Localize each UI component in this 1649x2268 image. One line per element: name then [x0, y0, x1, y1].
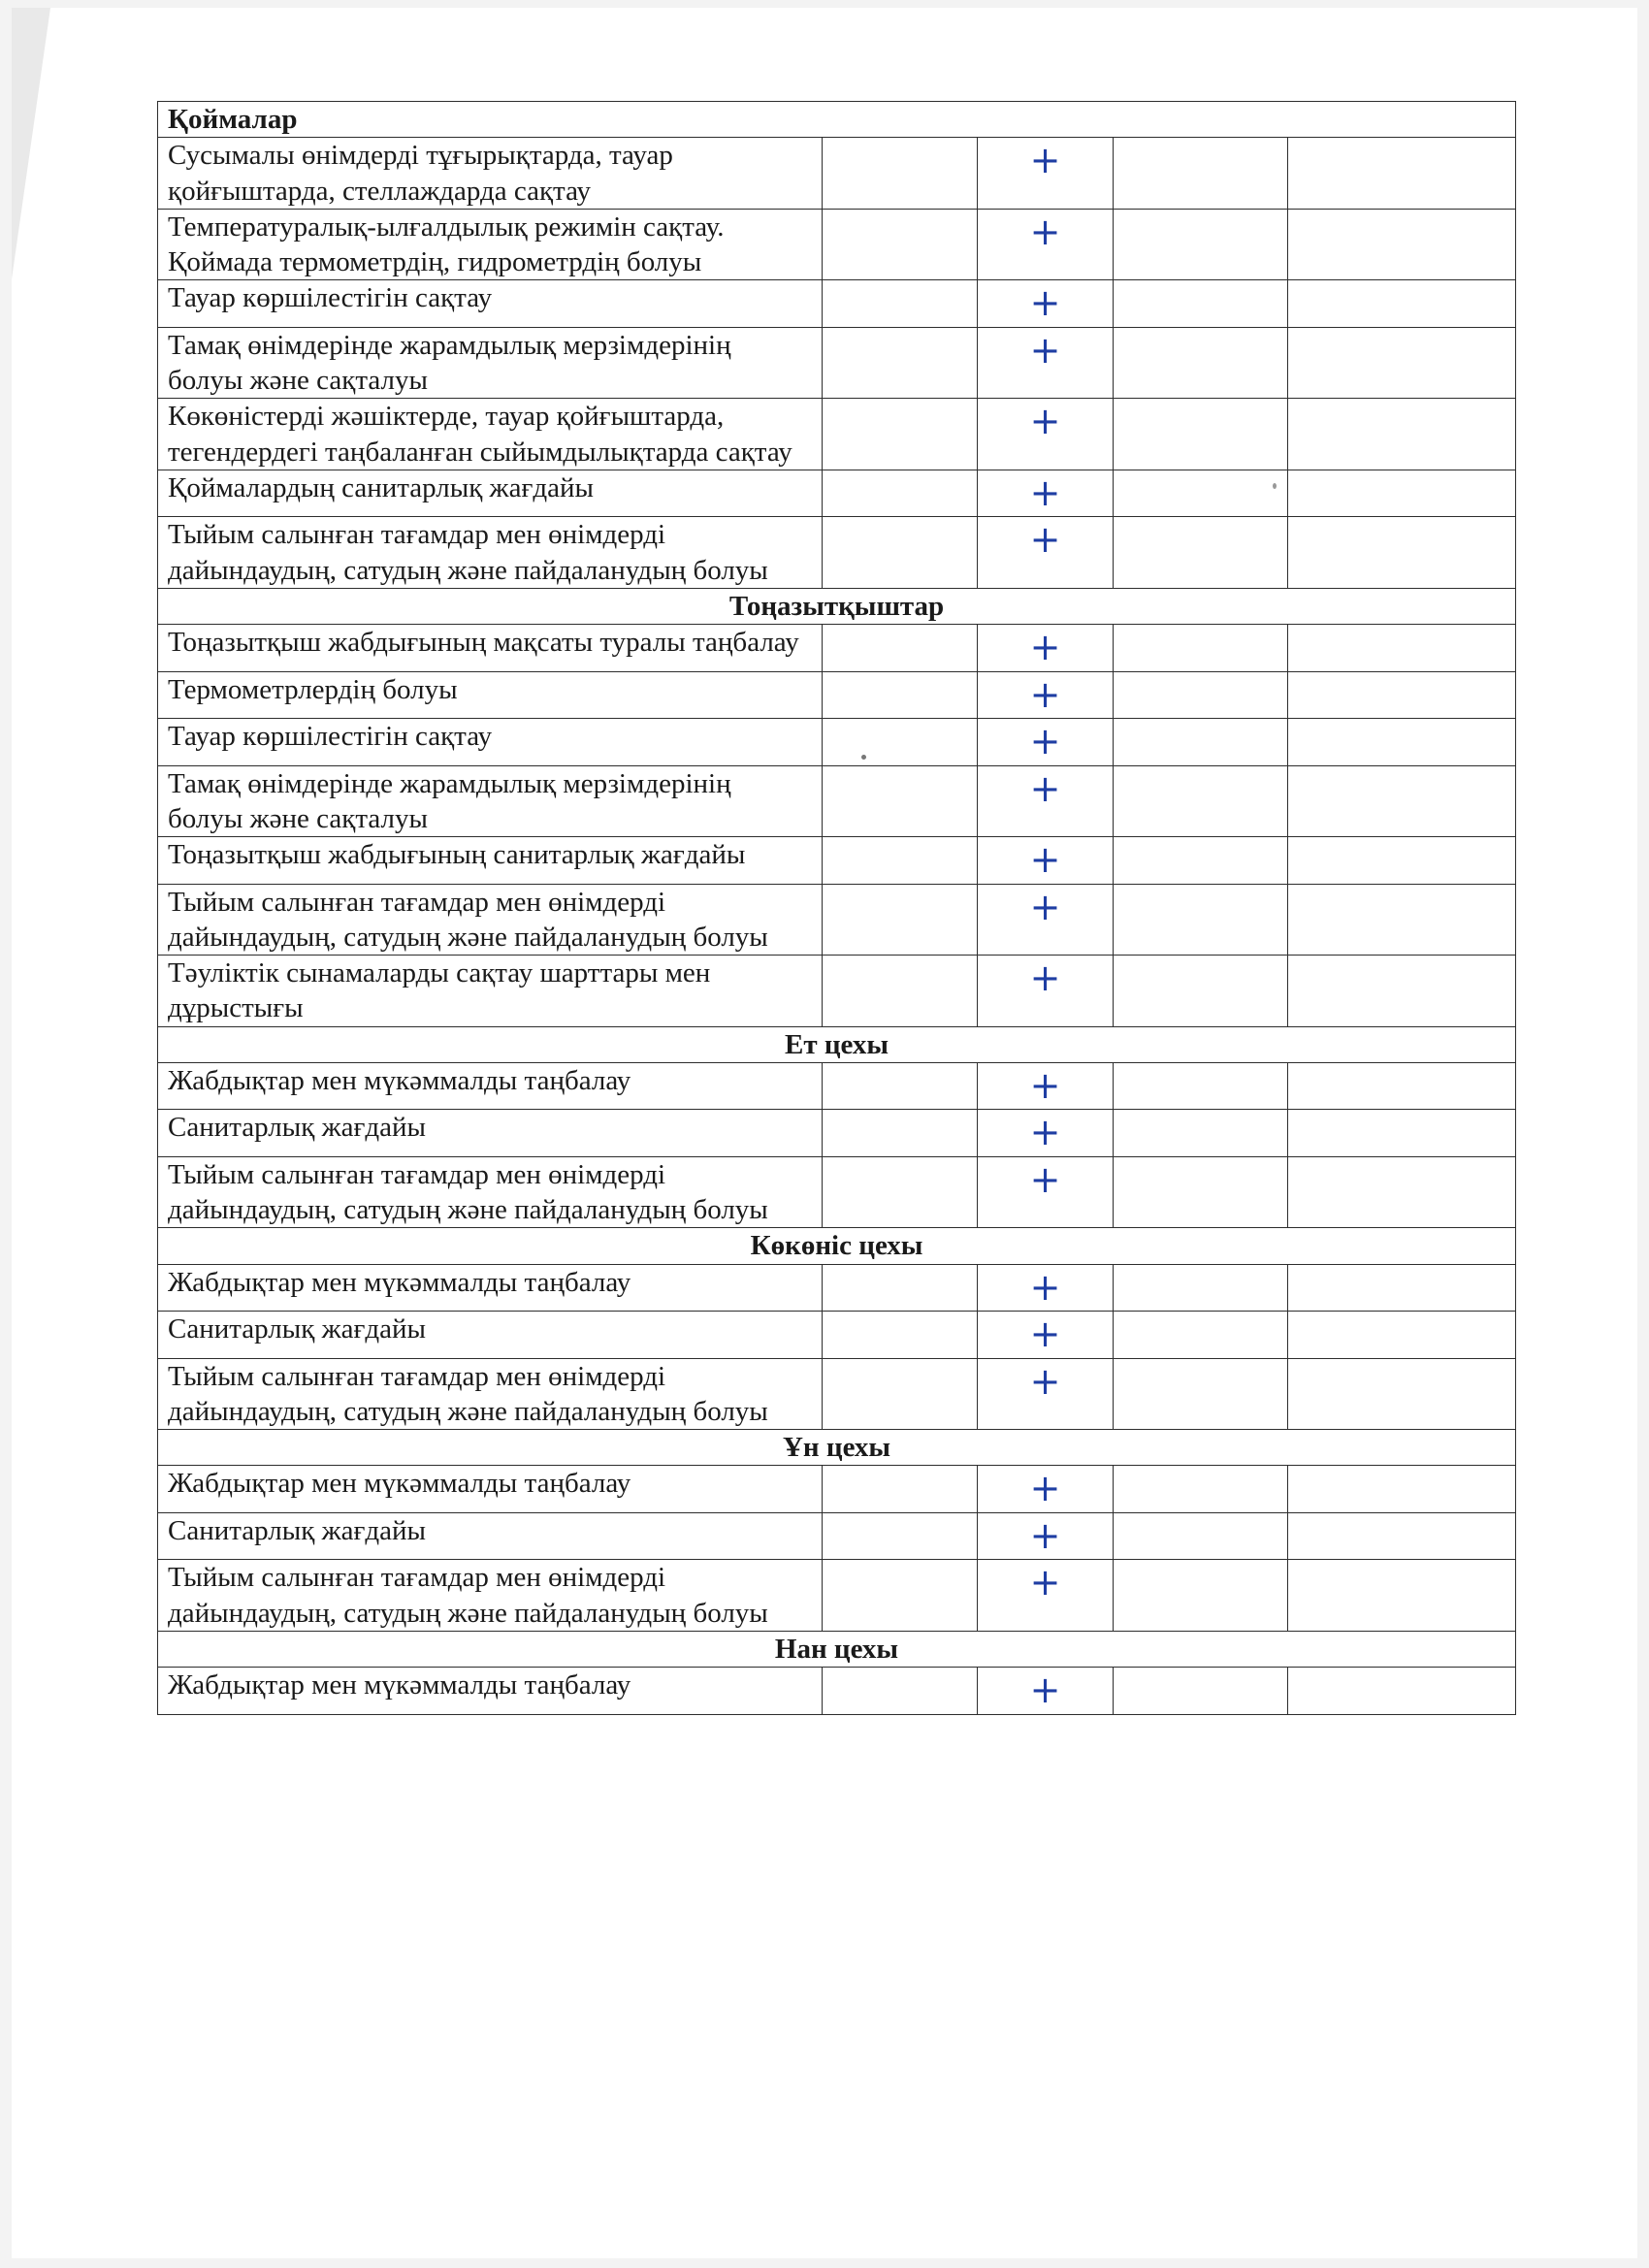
scan-speck	[1273, 483, 1277, 489]
section-header-row	[158, 1026, 1516, 1062]
checkmark-plus: +	[978, 280, 1114, 328]
empty-cell	[1288, 138, 1516, 210]
requirement-text: Қоймалардың санитарлық жағдайы	[158, 470, 823, 517]
empty-cell	[1288, 884, 1516, 956]
checkmark-plus: +	[978, 1512, 1114, 1560]
checkmark-plus: +	[978, 719, 1114, 766]
checkmark-plus: +	[978, 837, 1114, 885]
table-row	[158, 625, 1516, 672]
empty-cell	[823, 1668, 978, 1715]
empty-cell	[1288, 1110, 1516, 1157]
checkmark-plus: +	[978, 470, 1114, 517]
table-row	[158, 470, 1516, 517]
requirement-text: Санитарлық жағдайы	[158, 1312, 823, 1359]
empty-cell	[1288, 327, 1516, 399]
empty-cell	[1114, 765, 1288, 837]
requirement-text: Санитарлық жағдайы	[158, 1512, 823, 1560]
table-row	[158, 1668, 1516, 1715]
empty-cell	[1288, 1156, 1516, 1228]
checkmark-plus: +	[978, 1560, 1114, 1632]
empty-cell	[1288, 1668, 1516, 1715]
table-row	[158, 1560, 1516, 1632]
requirement-text: Тыйым салынған тағамдар мен өнімдерді дайындаудың, сатудың және пайдаланудың болуы	[158, 884, 823, 956]
empty-cell	[1288, 1466, 1516, 1513]
section-title: Нан цехы	[158, 1631, 1516, 1667]
checkmark-plus: +	[978, 517, 1114, 589]
empty-cell	[1288, 837, 1516, 885]
table-row	[158, 517, 1516, 589]
checklist-body	[158, 102, 1516, 1715]
empty-cell	[1114, 884, 1288, 956]
empty-cell	[1114, 837, 1288, 885]
empty-cell	[1288, 1560, 1516, 1632]
requirement-text: Жабдықтар мен мүкәммалды таңбалау	[158, 1062, 823, 1110]
table-row	[158, 209, 1516, 280]
table-row	[158, 1110, 1516, 1157]
empty-cell	[823, 470, 978, 517]
section-header-row	[158, 1228, 1516, 1264]
checkmark-plus: +	[978, 765, 1114, 837]
empty-cell	[1114, 280, 1288, 328]
section-title: Көкөніс цехы	[158, 1228, 1516, 1264]
empty-cell	[1288, 209, 1516, 280]
empty-cell	[823, 1358, 978, 1430]
empty-cell	[1114, 671, 1288, 719]
empty-cell	[1114, 719, 1288, 766]
empty-cell	[823, 517, 978, 589]
empty-cell	[823, 719, 978, 766]
checkmark-plus: +	[978, 399, 1114, 470]
checkmark-plus: +	[978, 625, 1114, 672]
requirement-text: Санитарлық жағдайы	[158, 1110, 823, 1157]
empty-cell	[823, 1110, 978, 1157]
empty-cell	[823, 765, 978, 837]
requirement-text: Тыйым салынған тағамдар мен өнімдерді дайындаудың, сатудың және пайдаланудың болуы	[158, 1560, 823, 1632]
requirement-text: Термометрлердің болуы	[158, 671, 823, 719]
section-header-row	[158, 1430, 1516, 1466]
empty-cell	[1288, 1264, 1516, 1312]
empty-cell	[1114, 1110, 1288, 1157]
table-row	[158, 399, 1516, 470]
empty-cell	[823, 1312, 978, 1359]
empty-cell	[1288, 1358, 1516, 1430]
empty-cell	[823, 625, 978, 672]
empty-cell	[823, 209, 978, 280]
table-row	[158, 837, 1516, 885]
empty-cell	[1114, 399, 1288, 470]
table-row	[158, 1062, 1516, 1110]
section-title: Ұн цехы	[158, 1430, 1516, 1466]
section-title: Тоңазытқыштар	[158, 588, 1516, 624]
empty-cell	[823, 1156, 978, 1228]
empty-cell	[1114, 956, 1288, 1027]
empty-cell	[823, 1560, 978, 1632]
scan-speck	[861, 755, 866, 760]
table-row	[158, 1466, 1516, 1513]
requirement-text: Жабдықтар мен мүкәммалды таңбалау	[158, 1466, 823, 1513]
page-fold-shadow	[12, 8, 50, 279]
empty-cell	[823, 1512, 978, 1560]
empty-cell	[823, 1466, 978, 1513]
empty-cell	[1288, 625, 1516, 672]
empty-cell	[1288, 1062, 1516, 1110]
empty-cell	[1288, 399, 1516, 470]
empty-cell	[823, 327, 978, 399]
empty-cell	[1288, 470, 1516, 517]
empty-cell	[1114, 1668, 1288, 1715]
requirement-text: Тамақ өнімдерінде жарамдылық мерзімдерінің болуы және сақталуы	[158, 765, 823, 837]
empty-cell	[823, 1264, 978, 1312]
checkmark-plus: +	[978, 956, 1114, 1027]
table-row	[158, 1264, 1516, 1312]
table-row	[158, 327, 1516, 399]
requirement-text: Температуралық-ылғалдылық режимін сақтау. Қоймада термометрдің, гидрометрдің болуы	[158, 209, 823, 280]
empty-cell	[1114, 1062, 1288, 1110]
checkmark-plus: +	[978, 1358, 1114, 1430]
empty-cell	[1288, 765, 1516, 837]
empty-cell	[1114, 1466, 1288, 1513]
empty-cell	[823, 837, 978, 885]
empty-cell	[823, 884, 978, 956]
table-row	[158, 1512, 1516, 1560]
empty-cell	[823, 399, 978, 470]
empty-cell	[823, 280, 978, 328]
requirement-text: Көкөністерді жәшіктерде, тауар қойғыштарда, тегендердегі таңбаланған сыйымдылықтарда сақтау	[158, 399, 823, 470]
empty-cell	[1288, 956, 1516, 1027]
empty-cell	[1114, 625, 1288, 672]
section-title: Қоймалар	[158, 102, 1516, 138]
section-header-row	[158, 588, 1516, 624]
table-row	[158, 280, 1516, 328]
requirement-text: Тыйым салынған тағамдар мен өнімдерді дайындаудың, сатудың және пайдаланудың болуы	[158, 1156, 823, 1228]
requirement-text: Тауар көршілестігін сақтау	[158, 280, 823, 328]
table-row	[158, 884, 1516, 956]
requirement-text: Тоңазытқыш жабдығының мақсаты туралы таңбалау	[158, 625, 823, 672]
section-header-row	[158, 1631, 1516, 1667]
checkmark-plus: +	[978, 1156, 1114, 1228]
empty-cell	[1288, 280, 1516, 328]
scanned-page	[12, 8, 1637, 2258]
empty-cell	[823, 1062, 978, 1110]
empty-cell	[1114, 1560, 1288, 1632]
inspection-checklist-table	[157, 101, 1516, 1715]
empty-cell	[1288, 1312, 1516, 1359]
checkmark-plus: +	[978, 138, 1114, 210]
empty-cell	[823, 671, 978, 719]
checkmark-plus: +	[978, 884, 1114, 956]
table-row	[158, 765, 1516, 837]
checkmark-plus: +	[978, 671, 1114, 719]
section-header-row	[158, 102, 1516, 138]
requirement-text: Тәуліктік сынамаларды сақтау шарттары мен дұрыстығы	[158, 956, 823, 1027]
table-row	[158, 671, 1516, 719]
empty-cell	[1114, 209, 1288, 280]
checkmark-plus: +	[978, 1312, 1114, 1359]
empty-cell	[1114, 1156, 1288, 1228]
empty-cell	[1288, 719, 1516, 766]
empty-cell	[1114, 1512, 1288, 1560]
empty-cell	[1288, 1512, 1516, 1560]
empty-cell	[1114, 1358, 1288, 1430]
requirement-text: Жабдықтар мен мүкәммалды таңбалау	[158, 1668, 823, 1715]
requirement-text: Тауар көршілестігін сақтау	[158, 719, 823, 766]
empty-cell	[823, 956, 978, 1027]
empty-cell	[823, 138, 978, 210]
checkmark-plus: +	[978, 209, 1114, 280]
requirement-text: Жабдықтар мен мүкәммалды таңбалау	[158, 1264, 823, 1312]
checkmark-plus: +	[978, 327, 1114, 399]
empty-cell	[1114, 1264, 1288, 1312]
requirement-text: Тамақ өнімдерінде жарамдылық мерзімдерінің болуы және сақталуы	[158, 327, 823, 399]
empty-cell	[1114, 327, 1288, 399]
table-row	[158, 1358, 1516, 1430]
section-title: Ет цехы	[158, 1026, 1516, 1062]
checkmark-plus: +	[978, 1110, 1114, 1157]
empty-cell	[1114, 517, 1288, 589]
table-row	[158, 719, 1516, 766]
table-row	[158, 1156, 1516, 1228]
table-row	[158, 138, 1516, 210]
empty-cell	[1288, 517, 1516, 589]
table-row	[158, 956, 1516, 1027]
requirement-text: Тоңазытқыш жабдығының санитарлық жағдайы	[158, 837, 823, 885]
empty-cell	[1288, 671, 1516, 719]
checkmark-plus: +	[978, 1062, 1114, 1110]
checkmark-plus: +	[978, 1466, 1114, 1513]
empty-cell	[1114, 470, 1288, 517]
empty-cell	[1114, 138, 1288, 210]
table-row	[158, 1312, 1516, 1359]
checkmark-plus: +	[978, 1668, 1114, 1715]
requirement-text: Сусымалы өнімдерді тұғырықтарда, тауар қойғыштарда, стеллаждарда сақтау	[158, 138, 823, 210]
empty-cell	[1114, 1312, 1288, 1359]
checkmark-plus: +	[978, 1264, 1114, 1312]
requirement-text: Тыйым салынған тағамдар мен өнімдерді дайындаудың, сатудың және пайдаланудың болуы	[158, 517, 823, 589]
requirement-text: Тыйым салынған тағамдар мен өнімдерді дайындаудың, сатудың және пайдаланудың болуы	[158, 1358, 823, 1430]
